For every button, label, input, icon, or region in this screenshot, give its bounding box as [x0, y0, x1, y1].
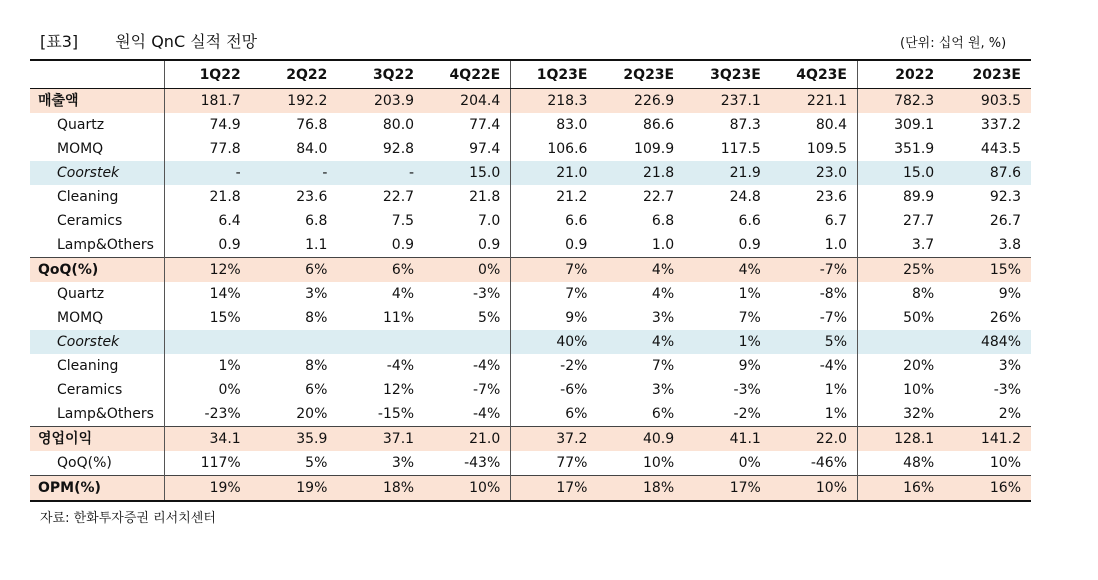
table-cell: 16%: [944, 476, 1031, 502]
column-header: 1Q22: [164, 60, 251, 89]
table-cell: 6%: [651, 406, 675, 422]
table-cell: 23.0: [771, 161, 858, 185]
table-cell: 6.7: [824, 213, 847, 229]
table-cell: 128.1: [858, 427, 945, 452]
row-label: Ceramics: [57, 213, 123, 229]
column-header: 2Q22: [251, 60, 338, 89]
table-cell: 7%: [651, 358, 675, 374]
table-cell: 48%: [858, 451, 945, 476]
table-cell: 21.0: [424, 427, 511, 452]
table-cell: 106.6: [511, 137, 598, 161]
table-cell: 9%: [738, 358, 761, 374]
table-cell: 4%: [597, 258, 684, 283]
table-cell: 141.2: [944, 427, 1031, 452]
table-cell: 237.1: [684, 89, 771, 114]
table-number: [표3]: [40, 32, 79, 51]
table-cell: 12%: [164, 258, 251, 283]
column-header: 2023E: [944, 60, 1031, 89]
row-label: Coorstek: [30, 330, 164, 354]
table-cell: 0.9: [391, 237, 415, 253]
row-label: Ceramics: [57, 382, 123, 398]
table-cell: 50%: [858, 306, 945, 330]
table-cell: 41.1: [684, 427, 771, 452]
table-cell: 109.9: [634, 141, 675, 157]
table-cell: 20%: [296, 406, 328, 422]
table-cell: 3.7: [858, 233, 945, 258]
table-cell: 21.9: [684, 161, 771, 185]
table-cell: 21.0: [511, 161, 598, 185]
table-cell: [424, 330, 511, 354]
table-cell: -7%: [819, 310, 847, 326]
table-cell: 8%: [305, 310, 328, 326]
table-cell: 24.8: [729, 189, 761, 205]
table-cell: 21.8: [469, 189, 501, 205]
table-cell: 0.9: [511, 233, 598, 258]
table-cell: -7%: [472, 382, 501, 398]
table-cell: 218.3: [511, 89, 598, 114]
source-note: 자료: 한화투자증권 리서치센터: [40, 511, 216, 526]
table-cell: 40%: [511, 330, 598, 354]
table-cell: -15%: [377, 406, 415, 422]
table-cell: 23.6: [296, 189, 328, 205]
table-cell: 6%: [337, 258, 424, 283]
table-row: [30, 282, 1031, 306]
table-cell: 92.8: [382, 141, 415, 157]
table-cell: 26%: [989, 310, 1021, 326]
table-row: [30, 137, 1031, 161]
table-cell: 4%: [391, 286, 415, 302]
table-cell: -: [337, 161, 424, 185]
table-cell: -: [164, 161, 251, 185]
table-cell: 6.8: [651, 213, 675, 229]
table-cell: 4%: [651, 286, 675, 302]
table-cell: 34.1: [164, 427, 251, 452]
table-cell: 15.0: [858, 161, 945, 185]
table-cell: 92.3: [989, 189, 1021, 205]
table-row: [30, 185, 1031, 209]
table-cell: -3%: [733, 382, 761, 398]
table-cell: -6%: [511, 378, 598, 402]
table-cell: -4%: [472, 406, 501, 422]
table-cell: 22.7: [382, 189, 415, 205]
table-cell: 83.0: [511, 113, 598, 137]
table-cell: 15%: [164, 306, 251, 330]
table-cell: -2%: [733, 406, 761, 422]
row-label: Coorstek: [30, 161, 164, 185]
table-cell: 0%: [738, 455, 761, 471]
table-row: [30, 402, 1031, 427]
table-cell: 22.7: [642, 189, 675, 205]
row-label: Lamp&Others: [57, 406, 154, 422]
table-cell: 27.7: [858, 209, 945, 233]
table-cell: 80.0: [382, 117, 415, 133]
table-cell: 221.1: [771, 89, 858, 114]
row-label: QoQ(%): [30, 258, 164, 283]
table-cell: 351.9: [858, 137, 945, 161]
table-cell: 337.2: [980, 117, 1021, 133]
table-cell: 18%: [337, 476, 424, 502]
table-row: [30, 209, 1031, 233]
table-cell: 782.3: [858, 89, 945, 114]
table-row: [30, 306, 1031, 330]
table-cell: 17%: [511, 476, 598, 502]
table-cell: 21.2: [511, 185, 598, 209]
row-label: Quartz: [57, 286, 105, 302]
table-cell: [337, 330, 424, 354]
table-cell: -23%: [164, 402, 251, 427]
table-cell: -3%: [472, 286, 501, 302]
table-cell: 32%: [858, 402, 945, 427]
table-cell: -2%: [511, 354, 598, 378]
table-cell: 10%: [424, 476, 511, 502]
table-cell: -43%: [464, 455, 501, 471]
table-cell: 6%: [251, 258, 338, 283]
table-cell: 37.1: [337, 427, 424, 452]
table-cell: 3%: [998, 358, 1021, 374]
table-cell: 10%: [858, 378, 945, 402]
table-row: [30, 451, 1031, 476]
column-header: 2022: [858, 60, 945, 89]
table-cell: -46%: [810, 455, 847, 471]
table-cell: 5%: [478, 310, 501, 326]
table-cell: 11%: [382, 310, 415, 326]
table-cell: 181.7: [164, 89, 251, 114]
table-cell: 1%: [824, 406, 847, 422]
table-cell: 203.9: [337, 89, 424, 114]
table-cell: 6.6: [511, 209, 598, 233]
table-row: [30, 89, 1031, 114]
table-cell: 74.9: [164, 113, 251, 137]
table-cell: 1%: [164, 354, 251, 378]
table-row: [30, 161, 1031, 185]
table-row: [30, 113, 1031, 137]
column-header: 2Q23E: [597, 60, 684, 89]
table-cell: 16%: [858, 476, 945, 502]
table-cell: 86.6: [642, 117, 675, 133]
table-row: [30, 258, 1031, 283]
table-cell: 89.9: [858, 185, 945, 209]
table-cell: 87.6: [944, 161, 1031, 185]
table-cell: -4%: [472, 358, 501, 374]
table-cell: 35.9: [251, 427, 338, 452]
column-header: 3Q23E: [684, 60, 771, 89]
table-cell: -4%: [386, 358, 415, 374]
table-cell: 1%: [738, 286, 761, 302]
table-cell: 15.0: [424, 161, 511, 185]
table-cell: 3.8: [998, 237, 1021, 253]
column-header: 4Q22E: [424, 60, 511, 89]
table-cell: 4%: [597, 330, 684, 354]
table-cell: 8%: [305, 358, 328, 374]
row-label: Quartz: [57, 117, 105, 133]
table-cell: 3%: [391, 455, 415, 471]
table-cell: 87.3: [729, 117, 761, 133]
table-cell: 6.8: [305, 213, 328, 229]
table-cell: 109.5: [806, 141, 847, 157]
table-cell: 77.8: [164, 137, 251, 161]
table-cell: 19%: [251, 476, 338, 502]
table-cell: 117%: [164, 451, 251, 476]
column-header: 1Q23E: [511, 60, 598, 89]
table-cell: 14%: [164, 282, 251, 306]
table-cell: 19%: [164, 476, 251, 502]
table-cell: -4%: [819, 358, 847, 374]
table-row: [30, 378, 1031, 402]
table-cell: 903.5: [944, 89, 1031, 114]
table-cell: 21.8: [597, 161, 684, 185]
row-label: OPM(%): [30, 476, 164, 502]
table-cell: 7.5: [391, 213, 415, 229]
table-cell: 10%: [771, 476, 858, 502]
unit-note: (단위: 십억 원, %): [900, 36, 1007, 51]
table-title: 원익 QnC 실적 전망: [115, 32, 258, 51]
header-row: [30, 60, 1031, 89]
table-cell: 10%: [989, 455, 1021, 471]
table-cell: 37.2: [511, 427, 598, 452]
table-cell: 1.0: [651, 237, 675, 253]
table-cell: 6.6: [738, 213, 761, 229]
table-cell: 1%: [684, 330, 771, 354]
table-cell: 6%: [511, 402, 598, 427]
row-label: Lamp&Others: [57, 237, 154, 253]
column-header: 4Q23E: [771, 60, 858, 89]
table-cell: -3%: [993, 382, 1021, 398]
table-cell: 7%: [511, 282, 598, 306]
table-row: [30, 354, 1031, 378]
table-cell: 0%: [164, 378, 251, 402]
table-cell: 7%: [738, 310, 761, 326]
table-cell: 6.4: [164, 209, 251, 233]
table-cell: 2%: [998, 406, 1021, 422]
table-cell: 1.1: [305, 237, 328, 253]
table-cell: 76.8: [296, 117, 328, 133]
table-cell: 21.8: [164, 185, 251, 209]
table-cell: 84.0: [296, 141, 328, 157]
table-cell: -: [251, 161, 338, 185]
table-cell: 9%: [998, 286, 1021, 302]
table-cell: [858, 330, 945, 354]
table-cell: 80.4: [815, 117, 847, 133]
table-cell: 10%: [643, 455, 675, 471]
table-cell: 77.4: [469, 117, 501, 133]
table-cell: 12%: [382, 382, 415, 398]
table-cell: 18%: [597, 476, 684, 502]
table-cell: 3%: [305, 286, 328, 302]
table-cell: 25%: [858, 258, 945, 283]
row-label: MOMQ: [57, 141, 104, 157]
row-label: 매출액: [30, 89, 164, 114]
table-cell: 3%: [651, 382, 675, 398]
table-row: [30, 330, 1031, 354]
table-cell: 484%: [944, 330, 1031, 354]
row-label: QoQ(%): [57, 455, 112, 471]
table-cell: 8%: [858, 282, 945, 306]
table-cell: 4%: [684, 258, 771, 283]
table-row: [30, 233, 1031, 258]
table-cell: 1%: [824, 382, 847, 398]
column-header: 3Q22: [337, 60, 424, 89]
table-cell: 6%: [305, 382, 328, 398]
table-cell: 26.7: [989, 213, 1021, 229]
table-cell: 7.0: [477, 213, 501, 229]
row-label: 영업이익: [30, 427, 164, 452]
table-cell: 20%: [858, 354, 945, 378]
table-cell: 443.5: [980, 141, 1021, 157]
table-cell: 9%: [511, 306, 598, 330]
table-row: [30, 476, 1031, 502]
row-label: Cleaning: [57, 358, 119, 374]
table-cell: 40.9: [597, 427, 684, 452]
table-cell: [251, 330, 338, 354]
table-cell: 77%: [511, 451, 598, 476]
table-cell: 3%: [651, 310, 675, 326]
table-cell: 0%: [424, 258, 511, 283]
table-cell: 97.4: [469, 141, 501, 157]
table-cell: 15%: [944, 258, 1031, 283]
table-cell: 5%: [771, 330, 858, 354]
row-label: MOMQ: [57, 310, 104, 326]
table-cell: 0.9: [738, 237, 761, 253]
table-row: [30, 427, 1031, 452]
table-cell: 7%: [511, 258, 598, 283]
table-cell: 1.0: [824, 237, 847, 253]
row-label: Cleaning: [57, 189, 119, 205]
earnings-forecast-table: [30, 59, 1031, 502]
table-cell: 22.0: [771, 427, 858, 452]
table-cell: -7%: [771, 258, 858, 283]
table-caption: [40, 29, 257, 52]
table-cell: 204.4: [424, 89, 511, 114]
table-cell: 226.9: [597, 89, 684, 114]
table-cell: 192.2: [251, 89, 338, 114]
table-cell: 23.6: [815, 189, 847, 205]
table-cell: 5%: [305, 455, 328, 471]
table-cell: -8%: [819, 286, 847, 302]
table-cell: 117.5: [720, 141, 761, 157]
header-corner: [30, 60, 164, 89]
table-cell: 17%: [684, 476, 771, 502]
table-cell: 0.9: [164, 233, 251, 258]
table-cell: 0.9: [477, 237, 501, 253]
table-cell: 309.1: [858, 113, 945, 137]
table-cell: [164, 330, 251, 354]
